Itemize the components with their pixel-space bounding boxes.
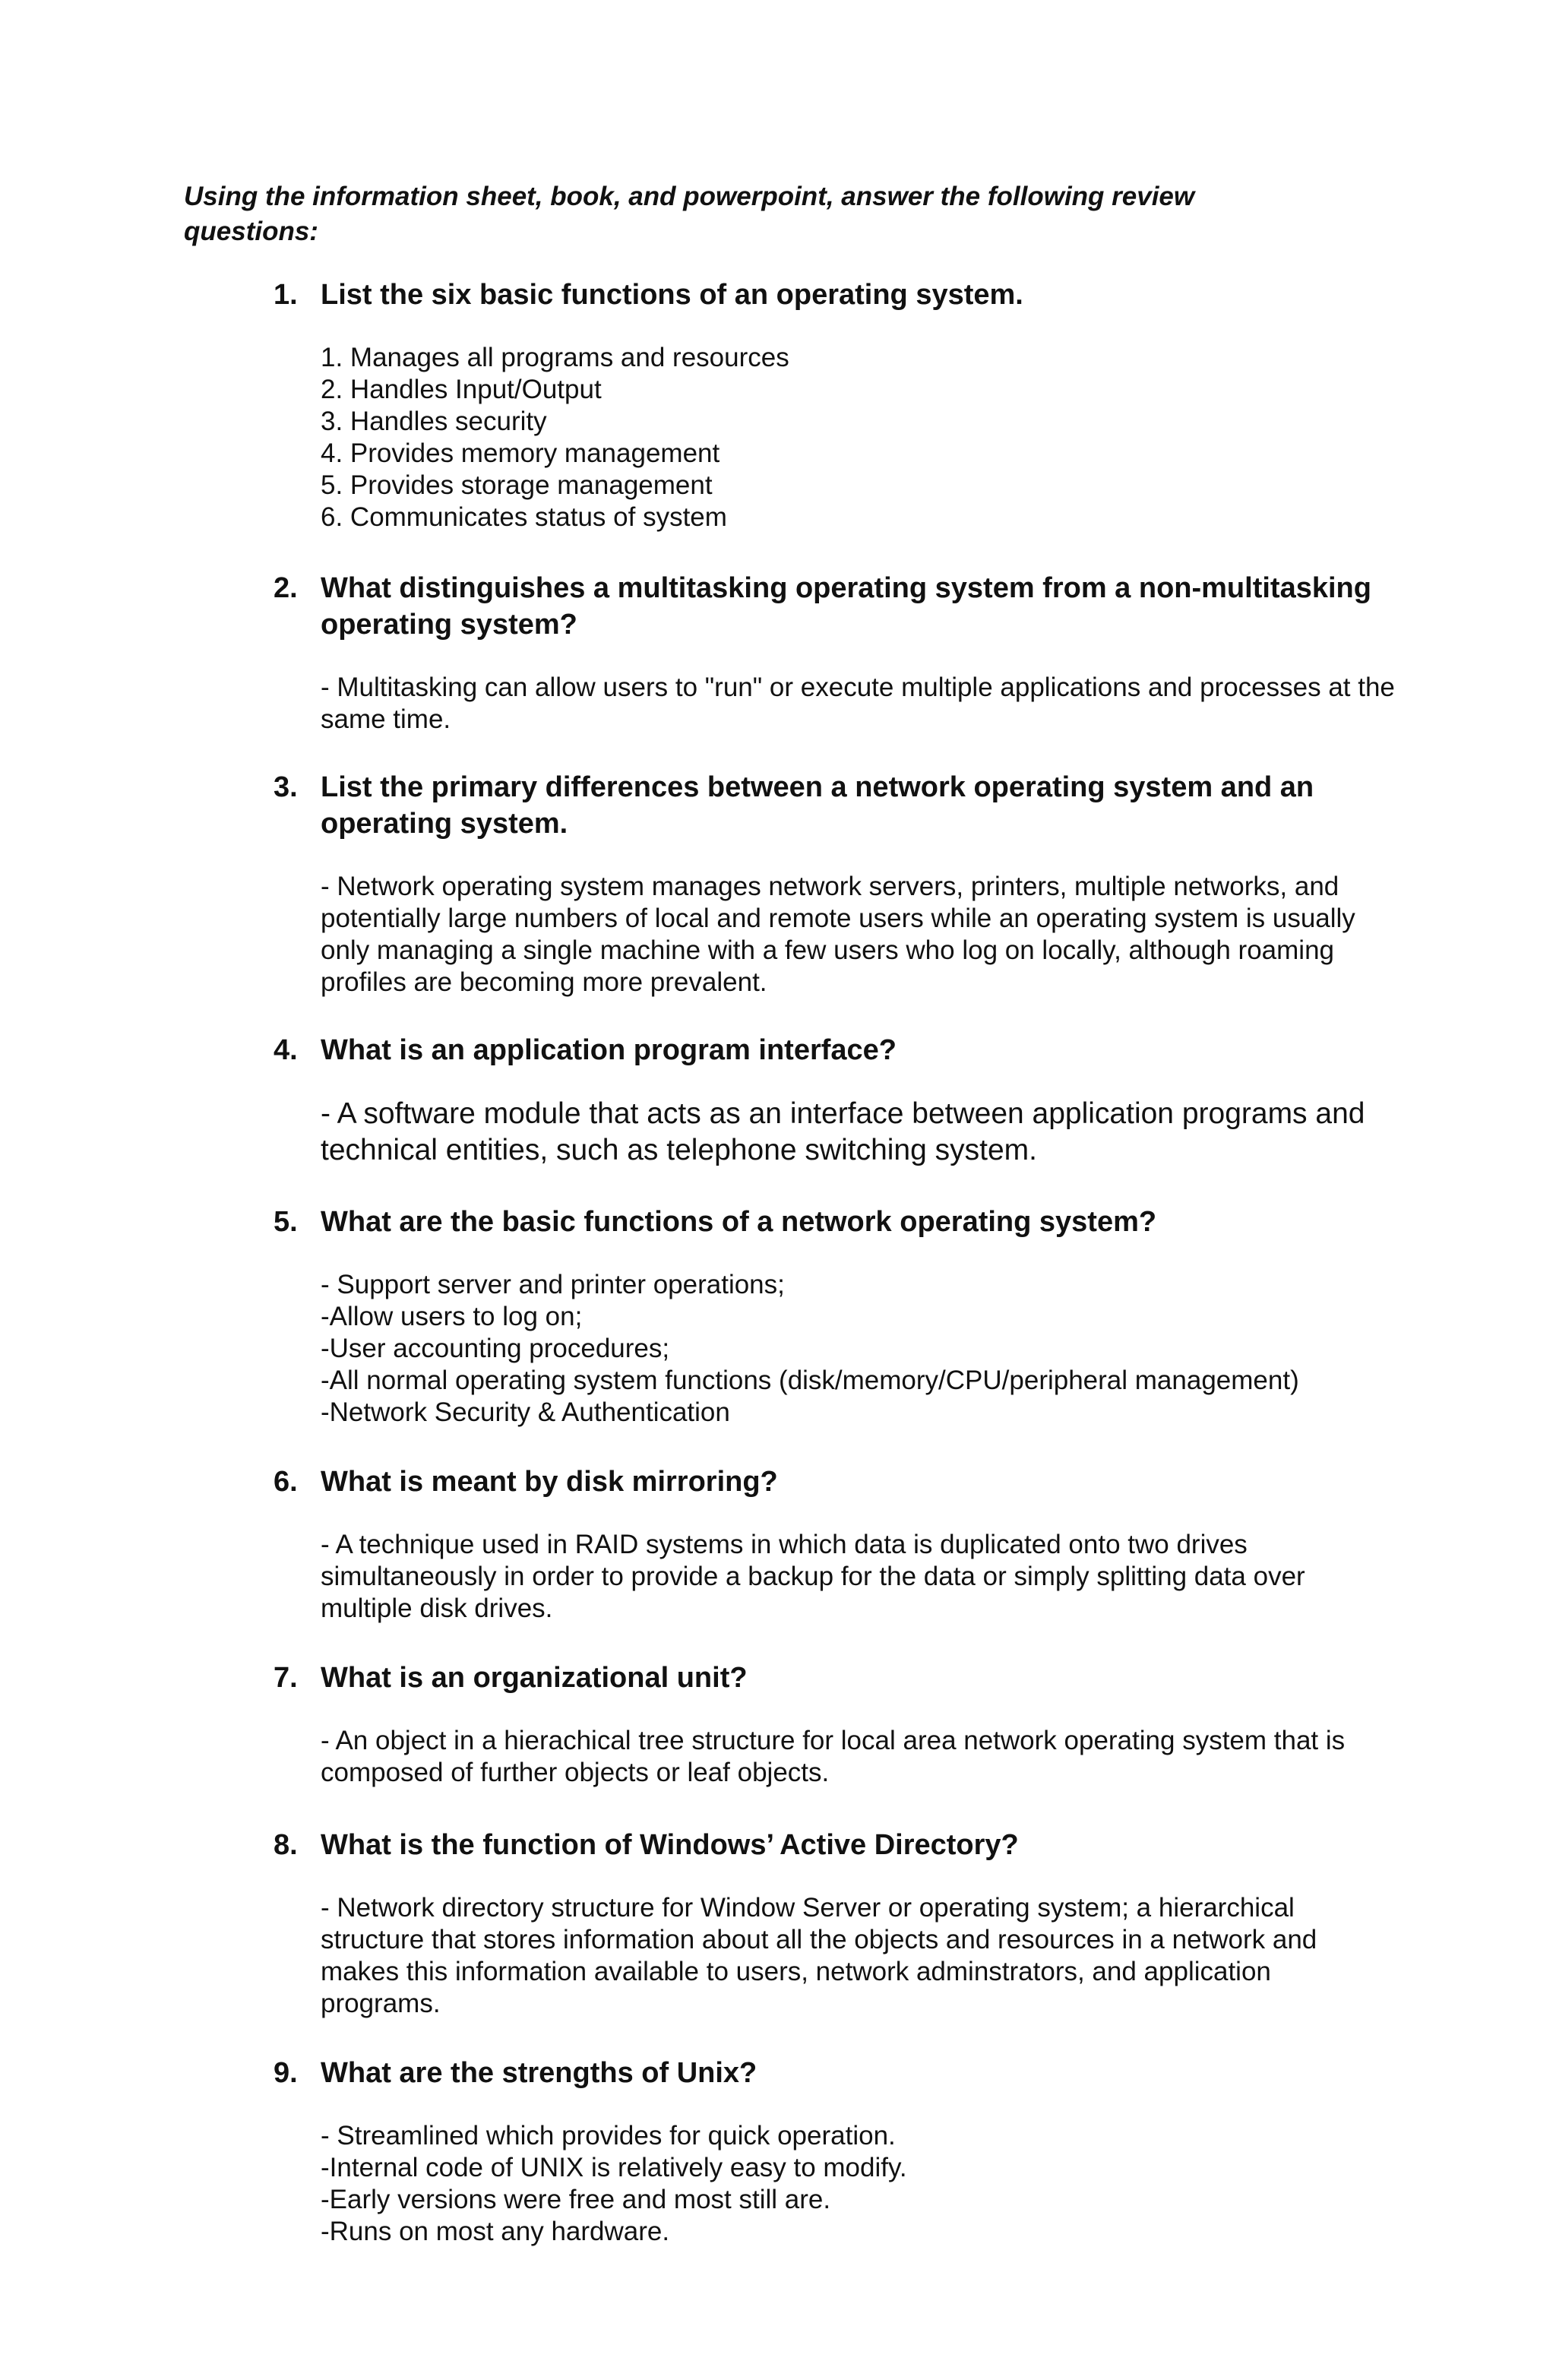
answer-line: -Internal code of UNIX is relatively easy to modify. <box>321 2153 907 2182</box>
question-heading <box>274 570 1398 643</box>
answer <box>321 672 1398 736</box>
answer-line: 6. Communicates status of system <box>321 502 727 532</box>
answer-line: 4. Provides memory management <box>321 438 720 468</box>
question-block <box>274 1464 1398 1625</box>
question-number: 4. <box>274 1034 298 1066</box>
question-block <box>274 1827 1398 2020</box>
answer-line: - Multitasking can allow users to "run" or execute multiple applications and processes at the same time. <box>321 673 1395 734</box>
answer-line: -All normal operating system functions (disk/memory/CPU/peripheral management) <box>321 1366 1299 1395</box>
question-text: What is an application program interface? <box>321 1034 897 1066</box>
question-text: What distinguishes a multitasking operating system from a non-multitasking operating system? <box>321 572 1371 641</box>
question-number: 1. <box>274 279 298 311</box>
answer-line: -User accounting procedures; <box>321 1334 670 1363</box>
question-block <box>274 1660 1398 1789</box>
question-number: 8. <box>274 1829 298 1861</box>
question-heading <box>274 2055 1398 2091</box>
question-heading <box>274 769 1398 842</box>
answer <box>321 2120 1398 2248</box>
question-heading <box>274 277 1398 313</box>
question-heading <box>274 1032 1398 1068</box>
question-text: What is the function of Windows’ Active Directory? <box>321 1829 1019 1861</box>
question-text: List the six basic functions of an operating system. <box>321 279 1023 311</box>
answer-line: -Early versions were free and most still are. <box>321 2185 831 2214</box>
answer-line: -Runs on most any hardware. <box>321 2217 670 2246</box>
question-heading <box>274 1660 1398 1696</box>
answer-line: - Network operating system manages network servers, printers, multiple networks, and potentially large numbers of local and remote users while an operating system is usually only managing a single machine with a few users who log on locally, although roaming profiles are becoming more prevalent. <box>321 872 1355 997</box>
question-block <box>274 2055 1398 2248</box>
answer <box>321 1269 1398 1429</box>
answer-line: 1. Manages all programs and resources <box>321 343 789 372</box>
answer-line: - An object in a hierachical tree structure for local area network operating system that is composed of further objects or leaf objects. <box>321 1726 1346 1787</box>
answer-line: - Streamlined which provides for quick operation. <box>321 2121 896 2151</box>
answer-line: -Network Security & Authentication <box>321 1397 730 1427</box>
answer <box>321 1892 1398 2020</box>
answer-line: - A technique used in RAID systems in which data is duplicated onto two drives simultaneously in order to provide a backup for the data or simply splitting data over multiple disk drives. <box>321 1530 1305 1623</box>
answer-line: 2. Handles Input/Output <box>321 375 602 404</box>
question-block <box>274 570 1398 736</box>
question-text: List the primary differences between a network operating system and an operating system. <box>321 771 1314 840</box>
question-number: 9. <box>274 2057 298 2089</box>
answer <box>321 1725 1398 1789</box>
answer-line: - A software module that acts as an interface between application programs and technical entities, such as telephone switching system. <box>321 1097 1365 1166</box>
question-number: 6. <box>274 1466 298 1498</box>
answer <box>321 1096 1398 1169</box>
question-number: 3. <box>274 771 298 803</box>
question-text: What is an organizational unit? <box>321 1662 748 1694</box>
question-block <box>274 1204 1398 1429</box>
question-text: What is meant by disk mirroring? <box>321 1466 778 1498</box>
question-block <box>274 769 1398 999</box>
answer-line: - Network directory structure for Window Server or operating system; a hierarchical structure that stores information about all the objects and resources in a network and makes this information available to users, network adminstrators, and application programs. <box>321 1893 1317 2018</box>
answer <box>321 342 1398 533</box>
answer <box>321 871 1398 999</box>
question-heading <box>274 1204 1398 1240</box>
answer-line: - Support server and printer operations; <box>321 1270 785 1299</box>
question-number: 5. <box>274 1206 298 1238</box>
question-text: What are the basic functions of a network operating system? <box>321 1206 1157 1238</box>
answer-line: 3. Handles security <box>321 407 547 436</box>
question-number: 7. <box>274 1662 298 1694</box>
question-block <box>274 277 1398 533</box>
question-text: What are the strengths of Unix? <box>321 2057 757 2089</box>
question-heading <box>274 1827 1398 1863</box>
question-block <box>274 1032 1398 1169</box>
answer-line: -Allow users to log on; <box>321 1302 583 1331</box>
answer-line: 5. Provides storage management <box>321 470 713 500</box>
question-number: 2. <box>274 572 298 604</box>
answer <box>321 1529 1398 1625</box>
intro-text: Using the information sheet, book, and powerpoint, answer the following review questions: <box>184 182 1195 246</box>
question-heading <box>274 1464 1398 1500</box>
